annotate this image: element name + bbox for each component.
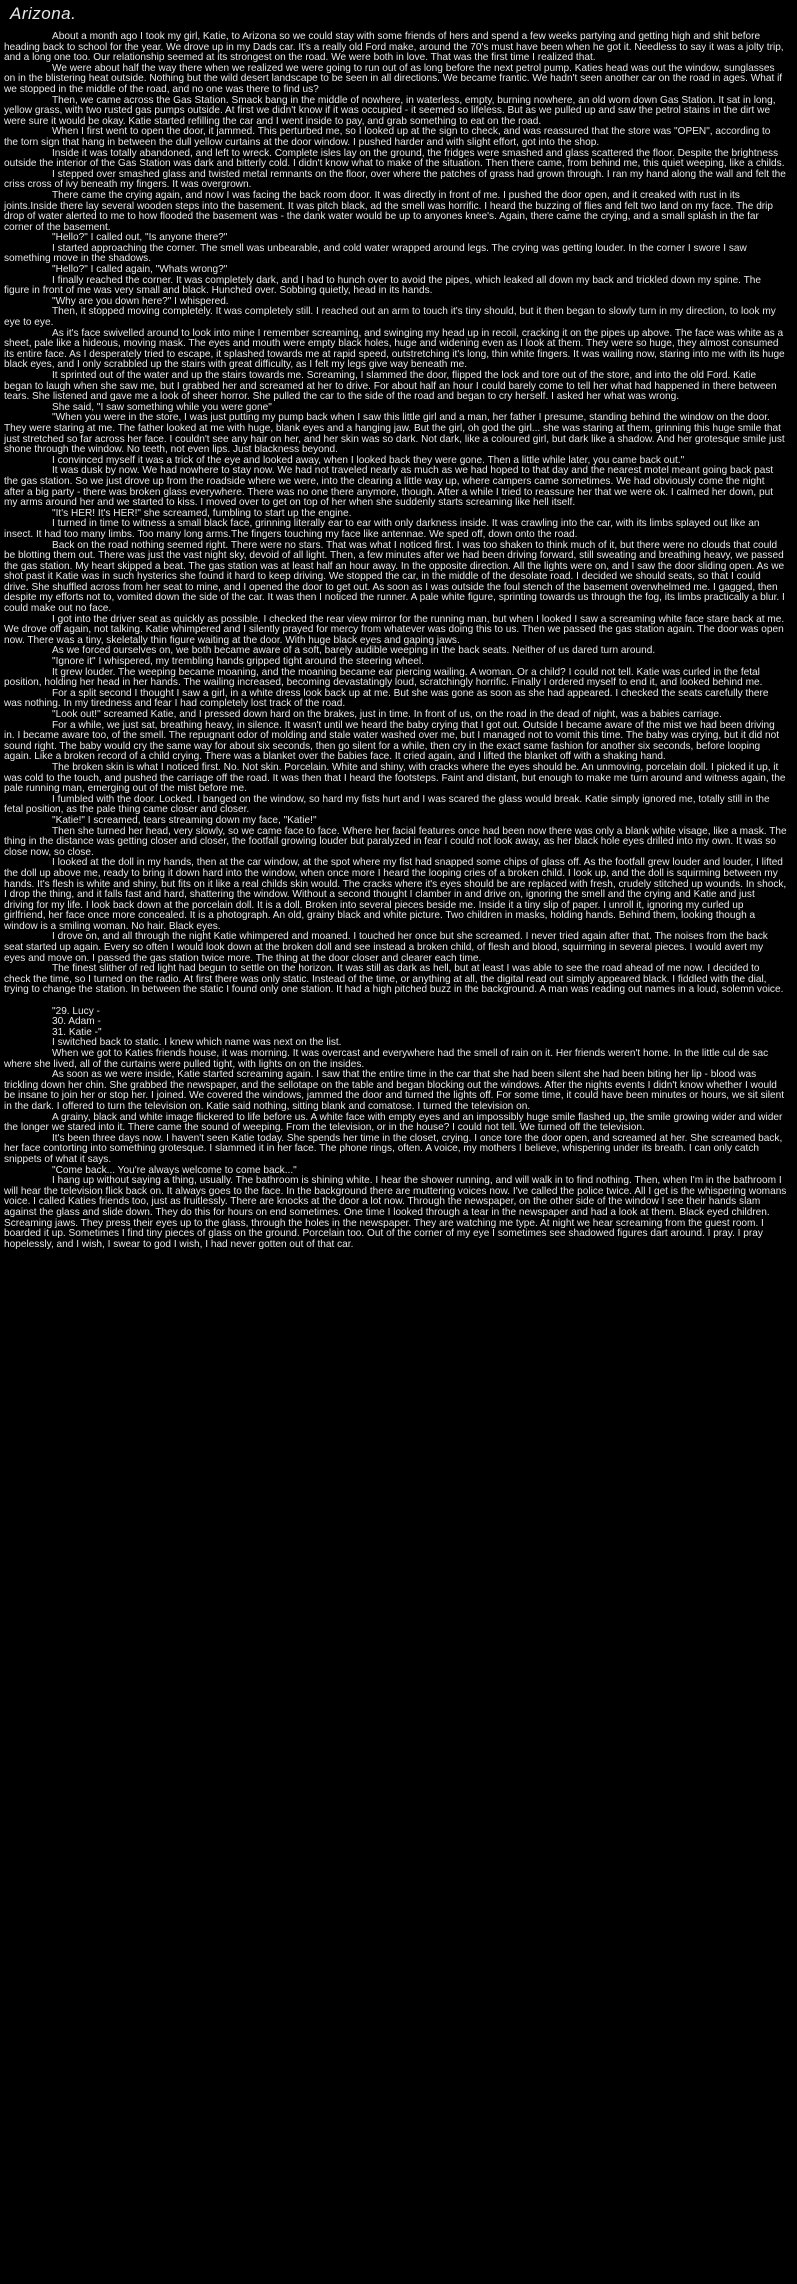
story-paragraph: It's been three days now. I haven't seen Katie today. She spends her time in the closet, crying. I once tore the door open, and screamed at her. She screamed back, her face contorting into something grotesque. I slammed it in her face. The phone rings, often. A voice, my mothers I believe, whispering under its breath. I can only catch snippets of what it says. xyxy=(4,1132,783,1165)
story-paragraph: It sprinted out of the water and up the stairs towards me. Screaming, I slammed the door, flipped the lock and tore out of the store, and into the old Ford. Katie began to laugh when she saw me, but I grabbed her and screamed at her to drive. For about half an hour I could barely come to tell her what had happened in there between tears. She listened and gave me a look of sheer horror. She pulled the car to the side of the road and began to cry herself. I asked her what was wrong. xyxy=(4,370,777,403)
story-paragraph: Then she turned her head, very slowly, so we came face to face. Where her facial features once had been now there was only a blank white visage, like a mask. The thing in the distance was getting closer and closer, the footfall growing louder but paralyzed in fear I could not look away, as her black hole eyes drilled into my own. It was so close now, so close. xyxy=(4,825,787,858)
story-paragraph: The broken skin is what I noticed first. No. Not skin. Porcelain. White and shiny, with cracks where the eyes should be. An unmoving, porcelain doll. I picked it up, it was cold to the touch, and pushed the carriage off the road. It was then that I heard the footsteps. Faint and distant, but enough to make me turn around and witness again, the pale running man, emerging out of the mist before me. xyxy=(4,761,786,795)
story-paragraph: "Ignore it" I whispered, my trembling hands gripped tight around the steering wheel. xyxy=(52,656,424,668)
story-paragraph: "Come back... You're always welcome to come back..." xyxy=(52,1164,297,1176)
story-paragraph: The finest slither of red light had begun to settle on the horizon. It was still as dark as hell, but at least I was able to see the road ahead of me now. I decided to check the time, so I turned on the radio. At first there was only static. Instead of the time, or anything at all, the digital read out simply appeared black. I fiddled with the dial, trying to change the station. In between the static I found only one station. It had a high pitched buzz in the background. A man was reading out names in a loud, solemn voice. xyxy=(4,963,784,996)
story-paragraph: "Katie!" I screamed, tears streaming down my face, "Katie!" xyxy=(52,814,317,826)
story-title: Arizona. xyxy=(10,4,77,23)
story-paragraph: For a split second I thought I saw a girl, in a white dress look back up at me. But she was gone as soon as she had appeared. I checked the seats carefully there was nothing. In my tiredness and fear I had completely lost track of the road. xyxy=(4,687,769,710)
story-paragraph: As we forced ourselves on, we both became aware of a soft, barely audible weeping in the back seats. Neither of us dared turn around. xyxy=(52,645,656,657)
story-paragraph: I fumbled with the door. Locked. I banged on the window, so hard my fists hurt and I was scared the glass would break. Katie simply ignored me, totally still in the fetal position, as the pale thing came closer and closer. xyxy=(4,793,770,816)
story-paragraph: We were about half the way there when we realized we were going to run out of as long before the next petrol pump. Katies head was out the window, sunglasses on in the blistering heat outside. Nothing but the wild desert landscape to be seen in all directions. We became frantic. We hadn't seen another car on the road in ages. What if we stopped in the middle of the road, and no one was there to find us? xyxy=(4,62,783,95)
story-paragraph: "Why are you down here?" I whispered. xyxy=(52,295,229,307)
story-paragraph: I got into the driver seat as quickly as possible. I checked the rear view mirror for the running man, but when I looked I saw a screaming white face stare back at me. We drove off again, not talking. Katie whimpered and I silently prayed for mercy from whatever was doing this to us. Then we passed the gas station again. The door was open now. There was a tiny, skeletally thin figure waiting at the door. With huge black eyes and gaping jaws. xyxy=(4,613,785,646)
story-paragraph: It was dusk by now. We had nowhere to stay now. We had not traveled nearly as much as we had hoped to that day and the nearest motel meant going back past the gas station. So we just drove up from the roadside where we were, into the clearing a little way up, where campers came sometimes. We had obviously come the night after a big party - there was broken glass everywhere. There was no one there anymore, though. After a while I tried to reassure her that we were ok. I calmed her down, put my arms around her and we started to kiss. I moved over to get on top of her when she suddenly starts screaming like hell itself. xyxy=(4,465,774,509)
story-paragraph: She said, "I saw something while you were gone" xyxy=(52,401,272,413)
story-body xyxy=(4,32,787,1250)
story-paragraph: 30. Adam - xyxy=(52,1016,101,1028)
story-paragraph: Inside it was totally abandoned, and left to wreck. Complete isles lay on the ground, the fridges were smashed and glass scattered the floor. Despite the brightness outside the interior of the Gas Station was dark and bitterly cold. I didn't know what to make of the situation. Then there came, from behind me, this quiet weeping, like a childs. xyxy=(4,147,785,170)
story-paragraph: 31. Katie -" xyxy=(52,1026,102,1038)
story-paragraph: There came the crying again, and now I was facing the back room door. It was directly in front of me. I pushed the door open, and it creaked with rust in its joints.Inside there lay several wooden steps into the basement. It was pitch black, ad the smell was horrific. I heard the buzzing of flies and felt two land on my face. The drip drop of water alerted to me to how flooded the basement was - the dank water would be up to anyones knee's. Again, there came the crying, and a small splash in the far corner of the basement. xyxy=(4,189,774,233)
story-paragraph: I looked at the doll in my hands, then at the car window, at the spot where my fist had snapped some chips of glass off. As the footfall grew louder and louder, I lifted the doll up above me, ready to bring it down hard into the window, when once more I heard the looping cries of a broken child. I look up, and the doll is squirming between my hands. It's flesh is white and shiny, but fits on it like a real childs skin would. The cracks where it's eyes should be are replaced with fresh, crudely stitched up wounds. In shock, I drop the thing, and it falls fast and hard, shattering the window. Without a second thought I clamber in and drive on, ignoring the smell and the crying and Katie and just driving for my life. I look back down at the porcelain doll. It is a doll. Broken into several pieces beside me. Inside it a tiny slip of paper. I unroll it, ignoring my curled up girlfriend, her face once more concealed. It is a photograph. An old, grainy black and white picture. Two children in masks, holding hands. Behind them, looking though a window is a smiling woman. No hair. Black eyes. xyxy=(4,857,787,932)
story-paragraph: "Hello?" I called again, "Whats wrong?" xyxy=(52,264,228,276)
story-paragraph: Then, it stopped moving completely. It was completely still. I reached out an arm to touch it's tiny should, but it then began to slowly turn in my direction, to look my eye to eye. xyxy=(4,306,776,329)
story-paragraph: When I first went to open the door, it jammed. This perturbed me, so I looked up at the sign to check, and was reassured that the store was "OPEN", according to the torn sign that hang in between the dull yellow curtains at the door window. I pushed harder and with slight effort, got into the shop. xyxy=(4,126,771,148)
story-paragraph: I turned in time to witness a small black face, grinning literally ear to ear with only darkness inside. It was crawling into the car, with its limbs splayed out like an insect. It had too many limbs. Too many long arms.The fingers touching my face like antennae. We sped off, down onto the road. xyxy=(4,518,760,540)
story-paragraph: Then, we came across the Gas Station. Smack bang in the middle of nowhere, in waterless, empty, burning nowhere, an old worn down Gas Station. It sat in long, yellow grass, with two rusted gas pumps outside. At first we didn't know if it was occupied - it seemed so lifeless. But as we pulled up and saw the petrol stains in the dirt we were sure it would be okay. Katie started refilling the car and I went inside to pay, and grab something to eat on the road. xyxy=(4,94,776,127)
story-paragraph: A grainy, black and white image flickered to life before us. A white face with empty eyes and an impossibly huge smile flashed up, the smile growing wider and wider the longer we stared into it. There came the sound of weeping. From the television, or in the house? I could not tell. We turned off the television. xyxy=(4,1111,783,1134)
story-paragraph: I drove on, and all through the night Katie whimpered and moaned. I touched her once but she screamed. I never tried again after that. The noises from the back seat started up again. Every so often I would look down at the broken doll and see instead a broken child, of flesh and blood, squirming in several pieces. I would avert my eyes and move on. I passed the gas station twice more. The thing at the door closer and clearer each time. xyxy=(4,931,768,964)
story-paragraph: "When you were in the store, I was just putting my pump back when I saw this little girl and a man, her father I presume, standing behind the window on the door. They were staring at me. The father looked at me with huge, blank eyes and a hanging jaw. But the girl, oh god the girl... she was staring at them, grinning this huge smile that just stretched so far across her face. I couldn't see any hair on her, and her skin was so dark. Not dark, like a coloured girl, but dark like a shadow. And her grotesque smile just shone through the window. No teeth, not even lips. Just blackness beyond. xyxy=(4,412,785,456)
story-paragraph: About a month ago I took my girl, Katie, to Arizona so we could stay with some friends of hers and spend a few weeks partying and getting high and shit before heading back to school for the year. We drove up in my Dads car. It's a really old Ford make, around the 70's must have been when he got it. Needless to say it was a jolty trip, and a long one too. Our relationship seemed at its strongest on the road. We were both in love. That was the first time I realized that. xyxy=(4,31,784,64)
story-paragraph: It grew louder. The weeping became moaning, and the moaning became ear piercing wailing. A woman. Or a child? I could not tell. Katie was curled in the fetal position, holding her head in her hands. The wailing increased, becoming devastatingly loud, scratchingly horrific. Finally I ordered myself to end it, and looked behind me. xyxy=(4,666,763,689)
story-paragraph: Back on the road nothing seemed right. There were no stars. That was what I noticed first. I was too shaken to think much of it, but there were no clouds that could be blotting them out. There was just the vast night sky, devoid of all light. Then, a few minutes after we had been driving forward, still sweating and breathing heavy, we passed the gas station. My heart skipped a beat. The gas station was at least half an hour away. In the opposite direction. All the lights were on, and I saw the door sliding open. As we shot past it Katie was in such hysterics she found it hard to keep driving. We stopped the car, in the middle of the desolate road. I decided we should seats, so that I could drive. She shuffled across from her seat to mine, and I opened the door to get out. As soon as I was outside the foul stench of the basement overwhelmed me. I gagged, then despite my efforts not to, vomited down the side of the car. It was then I noticed the runner. A pale white figure, sprinting towards us through the fog, its limbs practically a blur. I could make out no face. xyxy=(4,539,785,615)
story-paragraph: I stepped over smashed glass and twisted metal remnants on the floor, over where the patches of grass had grown through. I ran my hand along the wall and felt the criss cross of ivy beneath my fingers. It was overgrown. xyxy=(4,168,786,191)
story-paragraph: I switched back to static. I knew which name was next on the list. xyxy=(52,1037,342,1049)
story-paragraph: I started approaching the corner. The smell was unbearable, and cold water wrapped around legs. The crying was getting louder. In the corner I swore I saw something move in the shadows. xyxy=(4,242,747,265)
story-paragraph: For a while, we just sat, breathing heavy, in silence. It wasn't until we heard the baby crying that I got out. Outside I became aware of the mist we had been driving in. I became aware too, of the smell. The repugnant odor of molding and stale water washed over me, but I managed not to vomit this time. The baby was crying, but it did not sound right. The baby would cry the same way for about six seconds, then go silent for a while, then cry in the exact same fashion for another six seconds, before looping again. Like a broken record of a child crying. There was a blanket over the babies face. It cried again, and I lifted the blanket off with a shaking hand. xyxy=(4,719,780,763)
story-paragraph: "Look out!" screamed Katie, and I pressed down hard on the brakes, just in time. In front of us, on the road in the dead of night, was a babies carriage. xyxy=(52,709,722,720)
story-paragraph: "29. Lucy - xyxy=(52,1005,100,1017)
story-paragraph: When we got to Katies friends house, it was morning. It was overcast and everywhere had the smell of rain on it. Her friends weren't home. In the little cul de sac where she lived, all of the curtains were pulled tight, with lights on on the insides. xyxy=(4,1048,769,1070)
story-paragraph: I convinced myself it was a trick of the eye and looked away, when I looked back they were gone. Then a little while later, you came back out." xyxy=(52,454,685,466)
story-paragraph: I finally reached the corner. It was completely dark, and I had to hunch over to avoid the pipes, which leaked all down my back and trickled down my spine. The figure in front of me was very small and black. Hunched over. Sobbing quietly, head in its hands. xyxy=(4,274,762,297)
story-paragraph: As it's face swivelled around to look into mine I remember screaming, and swinging my head up in recoil, cracking it on the pipes up above. The face was white as a sheet, pale like a hideous, moving mask. The eyes and mouth were empty black holes, huge and widening even as I look at them. They were so huge, they almost consumed its entire face. As I desperately tried to escape, it splashed towards me at rapid speed, outstretching it's long, thin white fingers. It was wailing now, staring into me with its huge black eyes, and I only scrabbled up the stairs with great difficulty, as I felt my legs give way beneath me. xyxy=(4,327,785,371)
story-paragraph: "It's HER! It's HER!" she screamed, fumbling to start up the engine. xyxy=(52,507,352,519)
story-paragraph: As soon as we were inside, Katie started screaming again. I saw that the entire time in the car that she had been silent she had been biting her lip - blood was trickling down her chin. She grabbed the newspaper, and the sellotape on the table and began blocking out the windows. After the nights events I didn't know whether I would be insane to join her or stop her. I joined. We covered the windows, jammed the door and turned the lights off. For some time, it could have been minutes or hours, we sit silent in the dark. I offered to turn the television on. Katie said nothing, sitting blank and comatose. I turned the television on. xyxy=(4,1069,785,1112)
story-paragraph: "Hello?" I called out, "Is anyone there?" xyxy=(52,232,228,244)
story-paragraph: I hang up without saying a thing, usually. The bathroom is shining white. I hear the shower running, and will walk in to find nothing. Then, when I'm in the bathroom I will hear the television flick back on. It always goes to the face. In the background there are muttering voices now. I've called the police twice. All I get is the whispering womans voice. I called Katies friends too, just as fruitlessly. There are knocks at the door a lot now. Through the newspaper, on the other side of the window I see their hands slam against the glass and slide down. They do this for hours on end sometimes. One time I looked through a tear in the newspaper and had a look at them. Black eyed children. Screaming jaws. They press their eyes up to the glass, through the holes in the newspaper. They are watching me type. At night we hear screaming from the guest room. I boarded it up. Sometimes I find tiny pieces of glass on the ground. Porcelain too. Out of the corner of my eye I sometimes see shadowed figures dart around. I pray. I pray hopelessly, and I wish, I swear to god I wish, I had never gotten out of that car. xyxy=(4,1175,787,1250)
